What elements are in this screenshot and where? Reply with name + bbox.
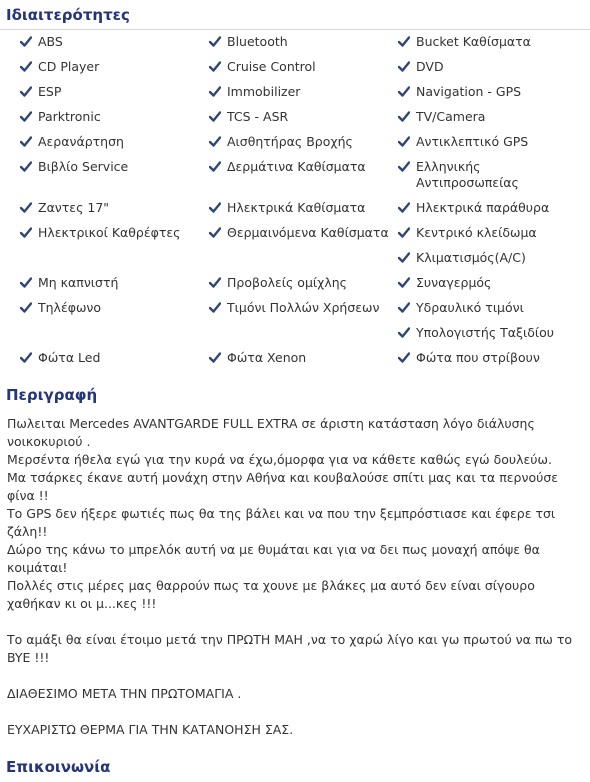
feature-item	[398, 84, 583, 100]
feature-item	[20, 109, 205, 125]
feature-item	[398, 159, 583, 191]
features-heading: Ιδιαιτερότητες	[6, 6, 130, 24]
description-line: Δώρο της κάνω το μπρελόκ αυτή να με θυμάται και για να δει πως μοναχή απόψε θα κοιμάται!	[7, 542, 540, 575]
feature-item	[209, 84, 394, 100]
feature-label: Υπολογιστής Ταξιδίου	[416, 325, 554, 340]
feature-item	[20, 134, 205, 150]
feature-label: Navigation - GPS	[416, 84, 522, 99]
feature-label: Αντικλεπτικό GPS	[416, 134, 529, 149]
feature-item	[20, 350, 205, 366]
check-icon	[398, 277, 416, 288]
check-icon	[398, 86, 416, 97]
feature-label: Parktronic	[38, 109, 101, 124]
feature-label: Φώτα που στρίβουν	[416, 350, 540, 365]
feature-item	[398, 34, 583, 50]
contact-heading: Επικοινωνία	[6, 758, 111, 776]
feature-item	[398, 325, 583, 341]
check-icon	[209, 136, 227, 147]
feature-item	[398, 134, 583, 150]
feature-label: Ηλεκτρικοί Καθρέφτες	[38, 225, 181, 240]
check-icon	[20, 86, 38, 97]
feature-label: Τηλέφωνο	[38, 300, 102, 315]
check-icon	[20, 277, 38, 288]
feature-label: TV/Camera	[416, 109, 486, 124]
feature-label: DVD	[416, 59, 444, 74]
description-line: ΕΥΧΑΡΙΣΤΩ ΘΕΡΜΑ ΓΙΑ ΤΗΝ ΚΑΤΑΝΟΗΣΗ ΣΑΣ.	[7, 722, 294, 737]
feature-item	[398, 59, 583, 75]
check-icon	[209, 202, 227, 213]
check-icon	[398, 136, 416, 147]
check-icon	[398, 36, 416, 47]
check-icon	[209, 277, 227, 288]
feature-item	[209, 59, 394, 75]
check-icon	[20, 302, 38, 313]
paragraph-spacer	[7, 667, 585, 685]
check-icon	[398, 202, 416, 213]
feature-label: Φώτα Xenon	[227, 350, 307, 365]
description-line: Το GPS δεν ήξερε φωτιές πως θα της βάλει και να που την ξεμπρόστιασε και έφερε τσι ζάλη!!	[7, 506, 556, 539]
feature-item	[398, 109, 583, 125]
check-icon	[20, 111, 38, 122]
feature-label: Cruise Control	[227, 59, 316, 74]
feature-label: Ηλεκτρικά Καθίσματα	[227, 200, 366, 215]
check-icon	[209, 61, 227, 72]
feature-label: Immobilizer	[227, 84, 301, 99]
check-icon	[209, 161, 227, 172]
feature-label: ESP	[38, 84, 62, 99]
feature-label: Βιβλίο Service	[38, 159, 129, 174]
feature-item	[209, 34, 394, 50]
check-icon	[398, 352, 416, 363]
feature-label: Προβολείς ομίχλης	[227, 275, 348, 290]
feature-item	[20, 84, 205, 100]
check-icon	[209, 227, 227, 238]
description-body	[7, 415, 585, 739]
feature-label: Bucket Καθίσματα	[416, 34, 531, 49]
check-icon	[209, 302, 227, 313]
check-icon	[398, 227, 416, 238]
feature-item	[209, 300, 394, 316]
check-icon	[209, 352, 227, 363]
feature-item	[20, 59, 205, 75]
check-icon	[209, 36, 227, 47]
feature-label: Φώτα Led	[38, 350, 101, 365]
feature-label: CD Player	[38, 59, 100, 74]
check-icon	[209, 86, 227, 97]
feature-label: Ζαντες 17"	[38, 200, 110, 215]
paragraph-spacer	[7, 613, 585, 631]
feature-label: Κλιματισμός(A/C)	[416, 250, 526, 265]
feature-item	[398, 350, 583, 366]
check-icon	[20, 227, 38, 238]
description-line: Πολλές στις μέρες μας θαρρούν πως τα χουνε με βλάκες μα αυτό δεν είναι σίγουρο χαθήκαν κι οι μ...κες !!!	[7, 578, 535, 611]
feature-item	[20, 200, 205, 216]
description-line: Πωλειται Mercedes AVANTGARDE FULL EXTRA σε άριστη κατάσταση λόγο διάλυσης νοικοκυριού .	[7, 416, 535, 449]
feature-label: Συναγερμός	[416, 275, 492, 290]
feature-item	[20, 225, 205, 241]
feature-label: Αερανάρτηση	[38, 134, 124, 149]
feature-item	[20, 34, 205, 50]
description-line: ΔΙΑΘΕΣΙΜΟ ΜΕΤΑ ΤΗΝ ΠΡΩΤΟΜΑΓΙΑ .	[7, 686, 242, 701]
feature-label: Τιμόνι Πολλών Χρήσεων	[227, 300, 380, 315]
feature-item	[398, 300, 583, 316]
feature-item	[209, 275, 394, 291]
check-icon	[398, 161, 416, 172]
feature-label: Bluetooth	[227, 34, 288, 49]
feature-item	[20, 300, 205, 316]
description-line: Το αμάξι θα είναι έτοιμο μετά την ΠΡΩΤΗ ΜΑΗ ,να το χαρώ λίγο και γω πρωτού να πω το BYE !!!	[7, 632, 573, 665]
feature-item	[398, 275, 583, 291]
check-icon	[209, 111, 227, 122]
feature-label: ABS	[38, 34, 63, 49]
feature-item	[398, 250, 583, 266]
feature-label: Ελληνικής Αντιπροσωπείας	[416, 159, 519, 190]
description-heading: Περιγραφή	[6, 386, 98, 404]
feature-label: Θερμαινόμενα Καθίσματα	[227, 225, 389, 240]
feature-item	[209, 159, 394, 175]
check-icon	[20, 61, 38, 72]
check-icon	[20, 136, 38, 147]
feature-item	[209, 225, 394, 241]
check-icon	[398, 302, 416, 313]
feature-label: Υδραυλικό τιμόνι	[416, 300, 524, 315]
check-icon	[398, 327, 416, 338]
feature-item	[398, 225, 583, 241]
description-line: Μερσέντα ήθελα εγώ για την κυρά να έχω,όμορφα για να κάθετε καθώς εγώ δουλεύω.	[7, 452, 552, 467]
feature-item	[209, 109, 394, 125]
feature-label: Κεντρικό κλείδωμα	[416, 225, 537, 240]
feature-item	[20, 275, 205, 291]
description-line: Μα τσάρκες έκανε αυτή μονάχη στην Αθήνα και κουβαλούσε σπίτι μας και τα περνούσε φίνα !!	[7, 470, 559, 503]
check-icon	[20, 202, 38, 213]
feature-item	[398, 200, 583, 216]
feature-item	[20, 159, 205, 175]
paragraph-spacer	[7, 703, 585, 721]
check-icon	[398, 111, 416, 122]
features-list	[0, 0, 590, 380]
check-icon	[20, 352, 38, 363]
feature-label: TCS - ASR	[227, 109, 289, 124]
feature-item	[209, 200, 394, 216]
check-icon	[398, 61, 416, 72]
feature-label: Αισθητήρας Βροχής	[227, 134, 353, 149]
check-icon	[20, 36, 38, 47]
feature-label: Δερμάτινα Καθίσματα	[227, 159, 366, 174]
feature-label: Ηλεκτρικά παράθυρα	[416, 200, 550, 215]
feature-item	[209, 350, 394, 366]
feature-item	[209, 134, 394, 150]
feature-label: Μη καπνιστή	[38, 275, 119, 290]
check-icon	[20, 161, 38, 172]
check-icon	[398, 252, 416, 263]
